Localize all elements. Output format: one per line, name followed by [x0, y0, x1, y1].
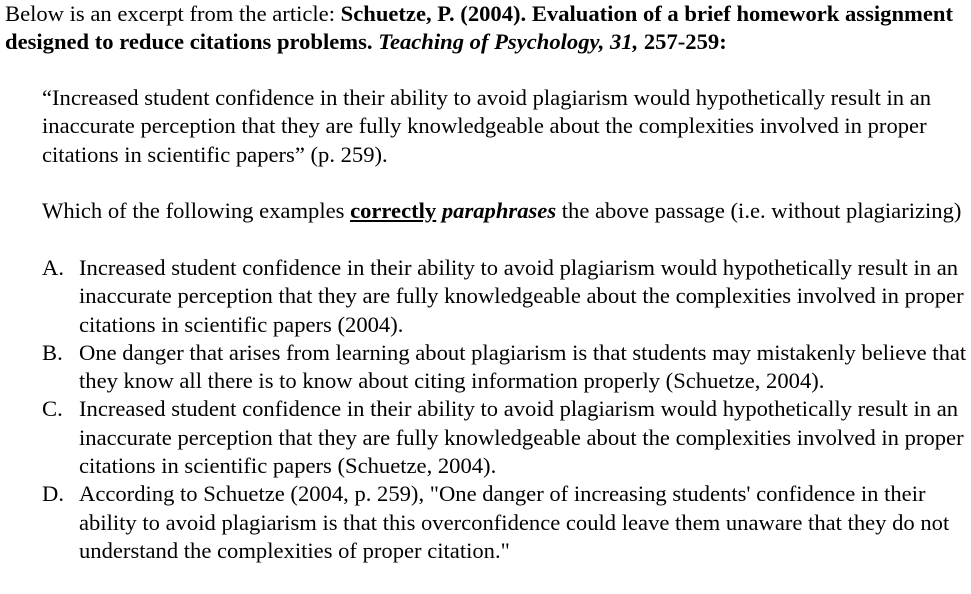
citation-authors-title: Schuetze, P. (2004). Evaluation of a brief homework assignment designed to reduce citations problems.: [5, 1, 953, 55]
option-text: Increased student confidence in their ability to avoid plagiarism would hypothetically result in an inaccurate perception that they are fully knowledgeable about the complexities involved in proper citations in scientific papers (2004).: [79, 255, 964, 337]
question-emphasis-paraphrases: paraphrases: [441, 198, 557, 223]
article-intro: [5, 0, 965, 57]
option-letter: C.: [42, 396, 63, 422]
answer-option-a[interactable]: [42, 254, 970, 339]
citation-journal: Teaching of Psychology, 31,: [378, 29, 639, 55]
answer-option-d[interactable]: [42, 480, 970, 565]
option-text: According to Schuetze (2004, p. 259), "One danger of increasing students' confidence in their ability to avoid plagiarism is that this overconfidence could leave them unaware that they do not understand the complexities of proper citation.": [79, 481, 950, 563]
question-emphasis-correctly: correctly: [350, 198, 437, 223]
question-before: Which of the following examples: [42, 198, 351, 223]
option-letter: A.: [42, 255, 64, 280]
question-prompt: [42, 197, 962, 225]
answer-option-b[interactable]: [42, 339, 970, 396]
citation-pages: 257-259:: [638, 29, 727, 55]
answer-option-c[interactable]: [42, 395, 970, 480]
article-quote: “Increased student confidence in their ability to avoid plagiarism would hypothetically result in an inaccurate perception that they are fully knowledgeable about the complexities involved in proper citations in scientific papers” (p. 259).: [42, 85, 932, 167]
option-letter: D.: [42, 481, 64, 507]
option-text: Increased student confidence in their ability to avoid plagiarism would hypothetically result in an inaccurate perception that they are fully knowledgeable about the complexities involved in proper citations in scientific papers (Schuetze, 2004).: [79, 396, 964, 479]
intro-lead: Below is an excerpt from the article:: [5, 1, 341, 26]
option-text: One danger that arises from learning about plagiarism is that students may mistakenly believe that they know all there is to know about citing information properly (Schuetze, 2004).: [79, 339, 967, 394]
answer-options-list: [42, 254, 970, 565]
question-after: the above passage (i.e. without plagiarizing): [556, 198, 962, 223]
option-letter: B.: [42, 339, 63, 365]
